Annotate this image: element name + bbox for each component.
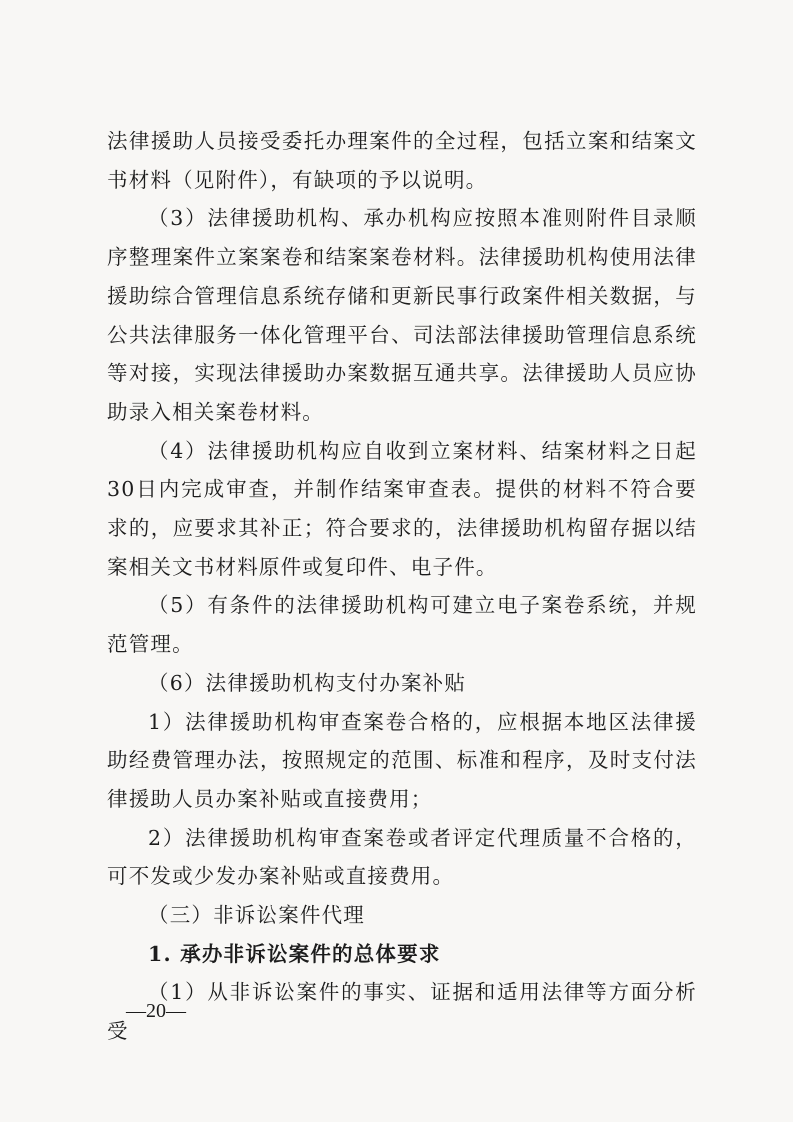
- paragraph-item-4: （4）法律援助机构应自收到立案材料、结案材料之日起30日内完成审查，并制作结案审查表。提供的材料不符合要求的，应要求其补正；符合要求的，法律援助机构留存据以结案相关文书材料原件或复印件、电子件。: [107, 438, 697, 579]
- paragraph-continuation: 法律援助人员接受委托办理案件的全过程，包括立案和结案文书材料（见附件），有缺项的予以说明。: [107, 129, 697, 192]
- document-body: [107, 122, 697, 1051]
- subsection-heading: 1. 承办非诉讼案件的总体要求: [148, 941, 441, 966]
- paragraph-subitem-2: 2）法律援助机构审查案卷或者评定代理质量不合格的，可不发或少发办案补贴或直接费用。: [107, 825, 697, 889]
- section-heading: （三）非诉讼案件代理: [148, 903, 365, 928]
- page-number: —20—: [126, 1000, 186, 1022]
- paragraph-item-5: （5）有条件的法律援助机构可建立电子案卷系统，并规范管理。: [107, 593, 697, 657]
- paragraph-subitem-1: 1）法律援助机构审查案卷合格的，应根据本地区法律援助经费管理办法，按照规定的范围、标准和程序，及时支付法律援助人员办案补贴或直接费用；: [107, 709, 697, 811]
- paragraph-nonlitigation-1: （1）从非诉讼案件的事实、证据和适用法律等方面分析受: [107, 980, 697, 1044]
- paragraph-item-6: （6）法律援助机构支付办案补贴: [148, 670, 467, 695]
- paragraph-item-3: （3）法律援助机构、承办机构应按照本准则附件目录顺序整理案件立案案卷和结案案卷材料。法律援助机构使用法律援助综合管理信息系统存储和更新民事行政案件相关数据，与公共法律服务一体化管理平台、司法部法律援助管理信息系统等对接，实现法律援助办案数据互通共享。法律援助人员应协助录入相关案卷材料。: [107, 206, 697, 424]
